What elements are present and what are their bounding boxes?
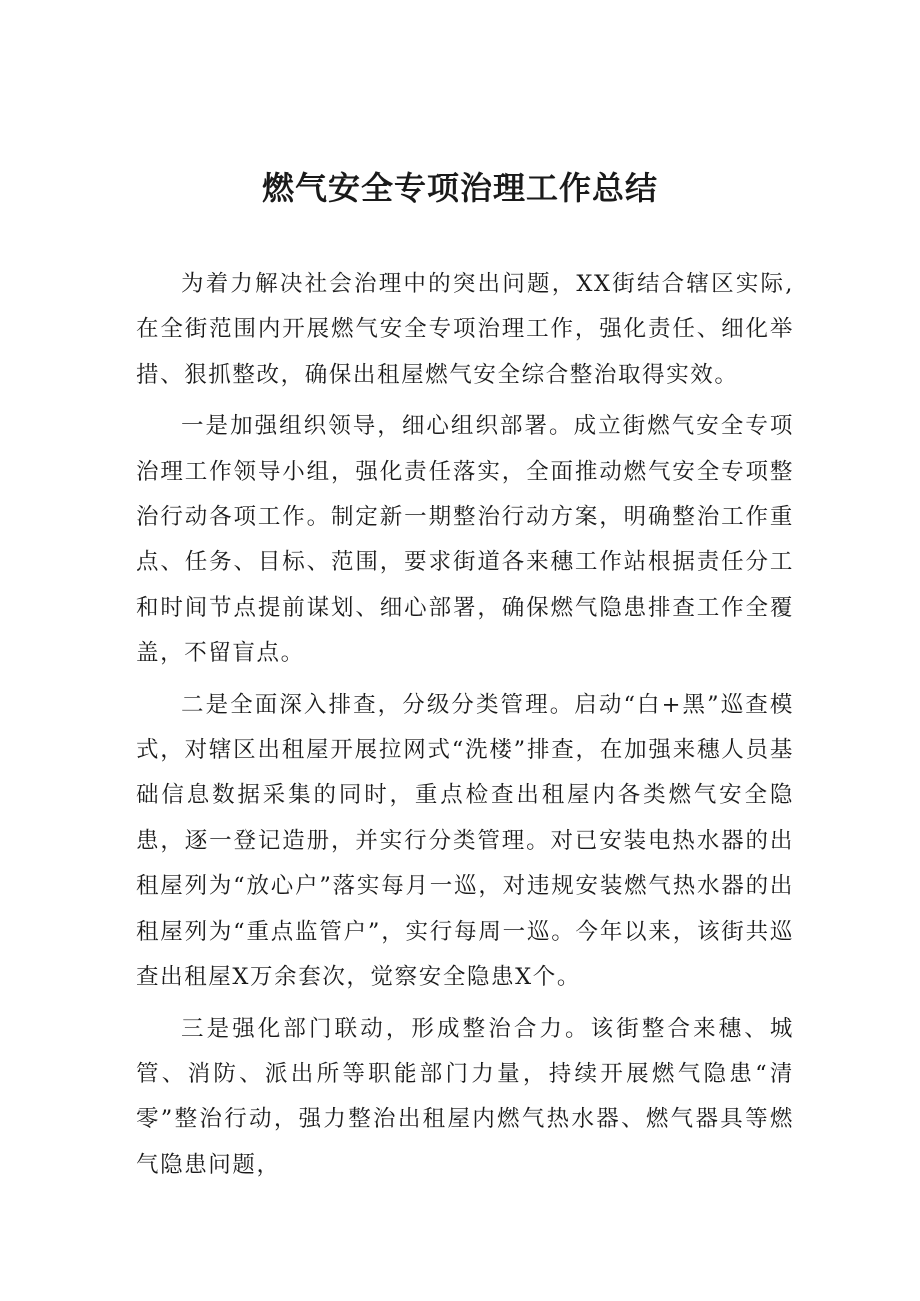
document-title: 燃气安全专项治理工作总结 bbox=[261, 169, 658, 207]
paragraph-organization: 一是加强组织领导，细心组织部署。成立街燃气安全专项治理工作领导小组，强化责任落实，全面推动燃气安全专项整治行动各项工作。制定新一期整治行动方案，明确整治工作重点、任务、目标、范围，要求街道各来穗工作站根据责任分工和时间节点提前谋划、细心部署，确保燃气隐患排查工作全覆盖，不留盲点。 bbox=[136, 413, 794, 667]
paragraph-intro: 为着力解决社会治理中的突出问题，XX街结合辖区实际,在全街范围内开展燃气安全专项治理工作，强化责任、细化举措、狠抓整改，确保出租屋燃气安全综合整治取得实效。 bbox=[136, 271, 794, 388]
document-body bbox=[136, 262, 794, 1194]
paragraph-inspection: 二是全面深入排查，分级分类管理。启动“白+黑”巡查模式，对辖区出租屋开展拉网式“洗楼”排查，在加强来穗人员基础信息数据采集的同时，重点检查出租屋内各类燃气安全隐患，逐一登记造册，并实行分类管理。对已安装电热水器的出租屋列为“放心户”落实每月一巡，对违规安装燃气热水器的出租屋列为“重点监管户”，实行每周一巡。今年以来，该街共巡查出租屋X万余套次，觉察安全隐患X个。 bbox=[136, 691, 794, 991]
paragraph-coordination: 三是强化部门联动，形成整治合力。该街整合来穗、城管、消防、派出所等职能部门力量，持续开展燃气隐患“清零”整治行动，强力整治出租屋内燃气热水器、燃气器具等燃气隐患问题， bbox=[136, 1015, 794, 1178]
